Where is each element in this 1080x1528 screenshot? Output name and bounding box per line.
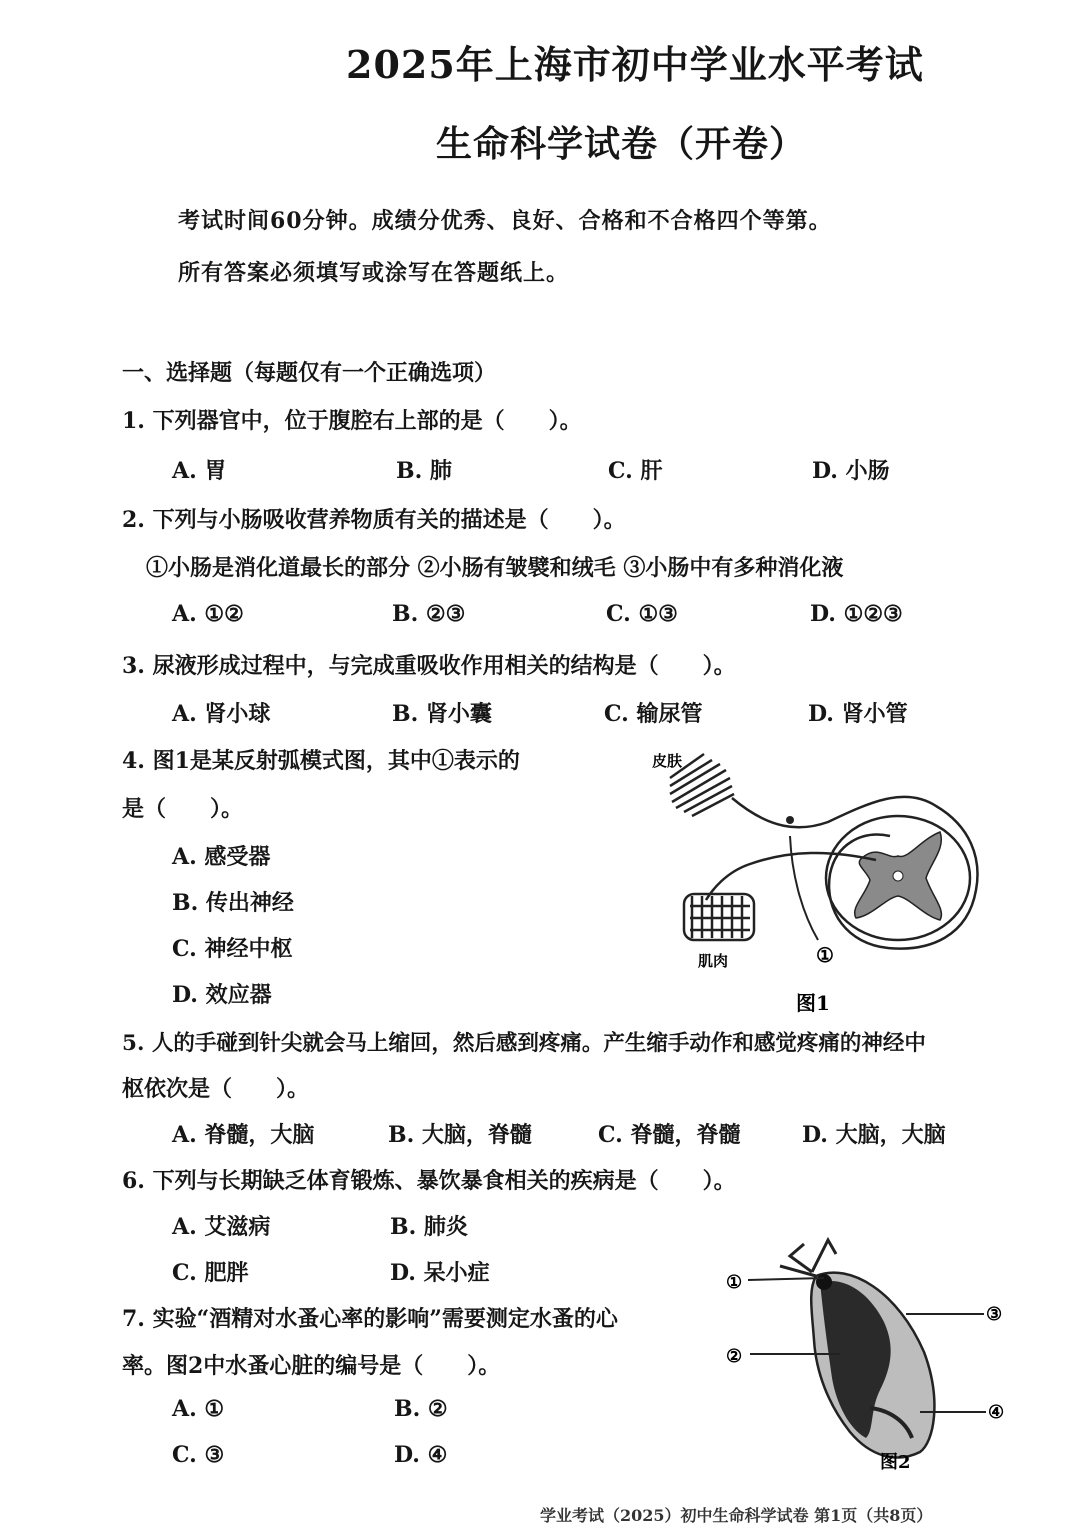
figure-1-caption: 图1 [796,991,830,1015]
exam-title: 2025年上海市初中学业水平考试 [346,42,924,87]
exam-note-answers: 所有答案必须填写或涂写在答题纸上。 [178,260,570,286]
question-7-stem-line2: 率。图2中水蚤心脏的编号是（ ）。 [122,1353,501,1379]
question-1-option-c: C. 肝 [608,458,663,484]
leader-1 [748,1278,824,1280]
figure-1-label-muscle: 肌肉 [698,952,729,970]
figure-2-caption: 图2 [880,1452,911,1473]
question-4-option-c: C. 神经中枢 [172,936,293,962]
question-1-option-d: D. 小肠 [812,458,890,484]
question-2-stem: 2. 下列与小肠吸收营养物质有关的描述是（ ）。 [122,507,626,533]
question-5-option-a: A. 脊髓，大脑 [172,1122,315,1148]
figure-1-marker-1: ① [816,943,834,967]
sensory-nerve [732,797,977,949]
question-6-option-b: B. 肺炎 [390,1214,468,1240]
figure-1-reflex-arc [640,740,990,1030]
question-3-option-c: C. 输尿管 [604,701,703,727]
question-2-option-d: D. ①②③ [810,601,903,627]
question-6-option-a: A. 艾滋病 [172,1214,271,1240]
question-1-option-b: B. 肺 [396,458,452,484]
marker-1-leader [790,836,818,940]
question-2-statements: ①小肠是消化道最长的部分 ②小肠有皱襞和绒毛 ③小肠中有多种消化液 [146,555,844,581]
question-3-option-a: A. 肾小球 [172,701,271,727]
question-6-stem: 6. 下列与长期缺乏体育锻炼、暴饮暴食相关的疾病是（ ）。 [122,1168,736,1194]
question-2-option-c: C. ①③ [606,601,678,627]
question-5-option-c: C. 脊髓，脊髓 [598,1122,741,1148]
figure-1-label-skin: 皮肤 [652,752,683,770]
muscle-illustration [684,894,754,940]
page-footer: 学业考试（2025）初中生命科学试卷 第1页（共8页） [540,1506,933,1525]
question-2-option-b: B. ②③ [392,601,466,627]
question-3-option-b: B. 肾小囊 [392,701,492,727]
question-4-option-a: A. 感受器 [172,844,271,870]
figure-2-marker-4: ④ [988,1402,1005,1423]
question-5-stem-line1: 5. 人的手碰到针尖就会马上缩回，然后感到疼痛。产生缩手动作和感觉疼痛的神经中 [122,1031,926,1056]
question-4-stem-line1: 4. 图1是某反射弧模式图，其中①表示的 [122,748,520,774]
question-6-option-d: D. 呆小症 [390,1260,490,1286]
compound-eye [816,1274,832,1290]
question-4-option-b: B. 传出神经 [172,890,294,916]
question-6-option-c: C. 肥胖 [172,1260,249,1286]
figure-2-marker-2: ② [726,1346,743,1367]
question-1-stem: 1. 下列器官中，位于腹腔右上部的是（ ）。 [122,408,582,434]
antennae [780,1240,836,1276]
question-5-option-b: B. 大脑，脊髓 [388,1122,532,1148]
question-5-option-d: D. 大脑，大脑 [802,1122,946,1148]
central-canal [893,871,903,881]
question-3-option-d: D. 肾小管 [808,701,908,727]
exam-note-time: 考试时间60分钟。成绩分优秀、良好、合格和不合格四个等第。 [178,208,832,234]
question-5-stem-line2: 枢依次是（ ）。 [122,1076,310,1102]
question-1-option-a: A. 胃 [172,458,227,484]
figure-2-marker-1: ① [726,1272,743,1293]
question-4-option-d: D. 效应器 [172,982,272,1008]
question-7-stem-line1: 7. 实验“酒精对水蚤心率的影响”需要测定水蚤的心 [122,1306,618,1332]
figure-2-water-flea [720,1232,1020,1480]
exam-subtitle: 生命科学试卷（开卷） [436,123,807,165]
question-7-option-a: A. ① [172,1396,225,1422]
question-2-option-a: A. ①② [172,601,244,627]
section-heading: 一、选择题（每题仅有一个正确选项） [122,360,497,386]
ganglion-dot [786,816,794,824]
question-7-option-b: B. ② [394,1396,448,1422]
question-7-option-d: D. ④ [394,1442,448,1468]
figure-2-marker-3: ③ [986,1304,1003,1325]
question-7-option-c: C. ③ [172,1442,225,1468]
question-3-stem: 3. 尿液形成过程中，与完成重吸收作用相关的结构是（ ）。 [122,653,736,679]
question-4-stem-line2: 是（ ）。 [122,796,244,822]
